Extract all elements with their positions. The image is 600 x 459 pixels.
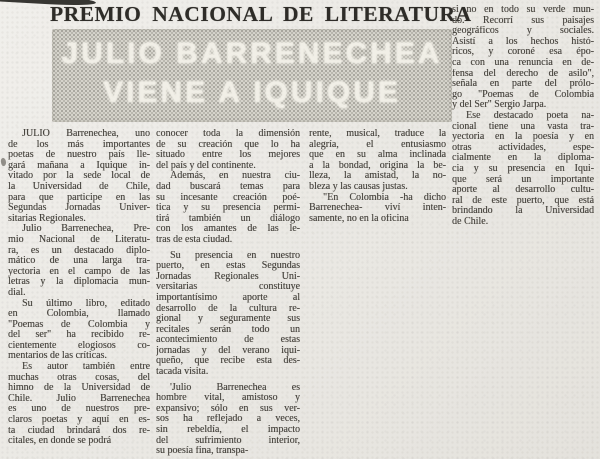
paragraph <box>8 129 150 224</box>
text-line: y del Ser" Sergio Jarpa. <box>452 100 547 111</box>
headline-line-1: JULIO BARRENECHEA <box>61 37 443 70</box>
paragraph <box>309 193 446 225</box>
article-column-1 <box>8 129 150 447</box>
text-line: de su creación que lo ha <box>156 139 300 150</box>
text-line: cientemente elogiosos co- <box>8 340 150 351</box>
text-line: Segundas Jornadas Univer- <box>8 203 150 214</box>
text-line: fensa del derecho de asilo", <box>452 68 594 79</box>
text-line: Su último libro, editado <box>22 298 150 309</box>
text-line: es uno de nuestros pre- <box>8 404 150 415</box>
paragraph <box>309 129 446 193</box>
text-line: ra, es un destacado diplo- <box>8 245 150 256</box>
text-line: alegría, el entusiasmo <box>309 139 446 150</box>
text-line: su incesante creación poé- <box>156 192 300 203</box>
text-line: acontecimiento de estas <box>156 335 300 346</box>
text-line: JULIO Barrenechea, uno <box>22 129 150 139</box>
headline-line-2: VIENE A IQUIQUE <box>103 76 401 109</box>
text-line: sos ha reflejado a veces, <box>156 414 300 425</box>
text-line: la Universidad de Chile, <box>8 181 150 192</box>
text-line: Chile. Julio Barrenechea <box>8 393 150 404</box>
text-line: desarrollo de la cultura re- <box>156 303 300 314</box>
text-line: tras de esta ciudad. <box>156 234 233 245</box>
text-line: Es autor también entre <box>22 362 150 373</box>
text-line: poetas de nuestro país lle- <box>8 150 150 161</box>
text-line: do. Recorrí sus paisajes <box>452 15 594 26</box>
text-line: otras actividades, espe- <box>452 142 594 153</box>
text-line: yectoria en la poesía y en <box>452 132 594 143</box>
text-line: que será un importante <box>452 174 594 185</box>
paragraph <box>8 362 150 447</box>
text-line: sitarias Regionales. <box>8 213 86 224</box>
text-line: del país y del continente. <box>156 160 256 171</box>
text-line: himno de la Universidad de <box>8 383 150 394</box>
text-line: si no en todo su verde mun- <box>452 5 594 15</box>
paragraph <box>452 5 594 111</box>
text-line: jornadas y del verano iqui- <box>156 345 300 356</box>
paragraph <box>156 383 300 457</box>
text-line: ca con una renuncia en de- <box>452 57 594 68</box>
text-line: con los amantes de las le- <box>156 224 300 235</box>
article-column-2 <box>156 129 300 457</box>
paragraph <box>156 171 300 245</box>
text-line: vitado por la sede local de <box>8 171 150 182</box>
text-line: del sufrimiento interior, <box>156 435 300 446</box>
text-line: a la bondad, origina la be- <box>309 160 446 171</box>
text-line: "En Colombia -ha dicho <box>323 192 446 203</box>
text-line: Ese destacado poeta na- <box>466 110 594 121</box>
text-line: gional y seguramente sus <box>156 314 300 325</box>
article-column-4 <box>452 5 594 227</box>
text-line: mio Nacional de Literatu- <box>8 234 150 245</box>
paragraph <box>8 299 150 363</box>
text-line: de los más importantes <box>8 139 150 150</box>
text-line: go "Poemas de Colombia <box>452 89 594 100</box>
text-line: bleza y las causas justas. <box>309 181 408 192</box>
text-line: cia y su presencia en Iqui- <box>452 163 594 174</box>
text-line: muchas otras cosas, del <box>8 372 150 383</box>
text-line: lleza, la amistad, la no- <box>309 171 446 182</box>
text-line: Julio Barrenechea, Pre- <box>22 224 150 235</box>
text-line: del ser" ha recibido re- <box>8 330 150 341</box>
article-kicker-title: PREMIO NACIONAL DE LITERATURA <box>50 2 472 26</box>
text-line: situado entre los mejores <box>156 150 300 161</box>
text-line: tica y su presencia permi- <box>156 203 300 214</box>
text-line: sin rebeldía, el impacto <box>156 425 300 436</box>
text-line: expansivo; sólo en sus ver- <box>156 403 300 414</box>
text-line: recitales serán todo un <box>156 324 300 335</box>
text-line: mentarios de las críticas. <box>8 351 107 362</box>
text-line: yectoria en el campo de las <box>8 266 150 277</box>
text-line: dial. <box>8 287 26 298</box>
text-line: tirá también un diálogo <box>156 213 300 224</box>
text-line: citales, en donde se podrá <box>8 436 112 447</box>
text-line: puerto, en estas Segundas <box>156 261 300 272</box>
text-line: queño, que recibe esta des- <box>156 356 300 367</box>
text-line: 'Julio Barrenechea es <box>170 382 300 393</box>
text-line: hombre vital, amistoso y <box>156 393 300 404</box>
paragraph <box>452 111 594 228</box>
text-line: ta ciudad brindará dos re- <box>8 425 150 436</box>
text-line: ral de este puerto, que está <box>452 195 594 206</box>
text-line: de Chile. <box>452 216 489 227</box>
text-line: que en su alma inclinada <box>309 150 446 161</box>
text-line: aporte al desarrollo cultu- <box>452 185 594 196</box>
text-line: cialmente en la diploma- <box>452 153 594 164</box>
text-line: Barrenechea- viví inten- <box>309 203 446 214</box>
paragraph <box>156 251 300 378</box>
text-line: versitarias constituye <box>156 282 300 293</box>
text-line: mático de una larga tra- <box>8 256 150 267</box>
text-line: tacada visita. <box>156 367 209 378</box>
text-line: cional tiene una vasta tra- <box>452 121 594 132</box>
article-column-3 <box>309 129 446 224</box>
paragraph <box>156 129 300 171</box>
text-line: ricos, y coroné esa épo- <box>452 47 594 58</box>
paragraph <box>8 224 150 298</box>
text-line: Su presencia en nuestro <box>170 250 300 261</box>
text-line: su poesía fina, transpa- <box>156 446 249 457</box>
text-line: Asistí a los hechos histó- <box>452 36 594 47</box>
text-line: conocer toda la dimensión <box>156 129 300 139</box>
scan-margin-smudge <box>0 158 7 167</box>
text-line: Además, en nuestra ciu- <box>170 171 300 182</box>
text-line: señala en parte del prólo- <box>452 79 594 90</box>
text-line: brindando la Universidad <box>452 206 594 217</box>
text-line: letras y la diplomacia mun- <box>8 277 150 288</box>
text-line: dad buscará temas para <box>156 181 300 192</box>
text-line: gará mañana a Iquique in- <box>8 160 150 171</box>
text-line: en Colombia, llamado <box>8 309 150 320</box>
text-line: geográficos y sociales. <box>452 26 594 37</box>
text-line: rente, musical, traduce la <box>309 129 446 139</box>
text-line: claros poetas y aquí en es- <box>8 415 150 426</box>
text-line: "Poemas de Colombia y <box>8 319 150 330</box>
halftone-headline-block <box>52 29 452 122</box>
text-line: Jornadas Regionales Uni- <box>156 271 300 282</box>
text-line: samente, no en la oficina <box>309 213 409 224</box>
text-line: para que participe en las <box>8 192 150 203</box>
text-line: importantísimo aporte al <box>156 292 300 303</box>
